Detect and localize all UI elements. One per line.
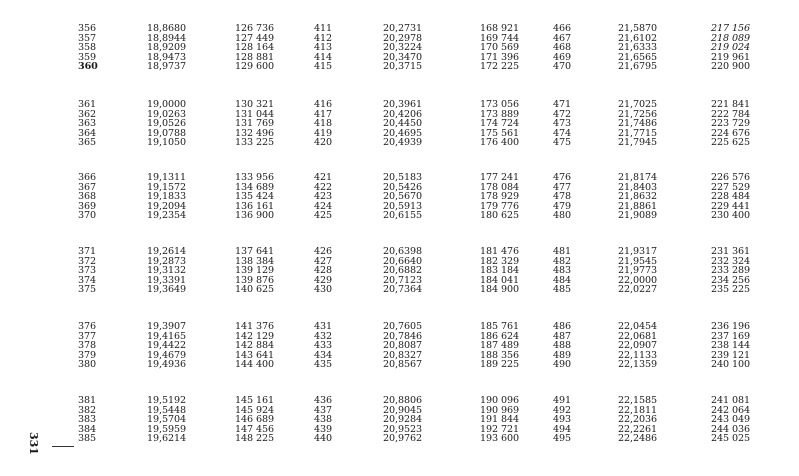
cell-n-squared: 188 356 [480,349,519,361]
cell-n-squared: 131 769 [235,118,274,130]
cell-n: 369 [78,200,97,212]
cell-n-squared: 174 724 [480,118,519,130]
cell-n: 486 [553,321,572,332]
cell-n: 357 [78,32,97,44]
cell-n: 495 [553,433,572,445]
cell-n-squared: 138 384 [235,255,274,267]
cell-n: 437 [314,404,333,416]
cell-sqrt-n: 19,1050 [147,137,186,149]
cell-n: 481 [553,246,572,257]
cell-n: 381 [78,395,97,406]
cell-sqrt-n: 20,3715 [383,61,422,73]
cell-sqrt-n: 20,8087 [383,340,422,352]
cell-n-squared: 137 641 [235,246,274,257]
cell-n-squared: 191 844 [480,414,519,426]
cell-sqrt-n: 20,5670 [383,191,422,203]
table-row [0,138,799,148]
cell-n: 362 [78,108,97,120]
cell-n: 471 [553,99,572,110]
cell-sqrt-n: 22,0454 [618,321,657,332]
cell-n-squared: 184 900 [480,284,519,296]
cell-sqrt-n: 21,6102 [618,32,657,44]
cell-sqrt-n: 20,7605 [383,321,422,332]
cell-sqrt-n: 21,7486 [618,118,657,130]
cell-n-squared: 145 924 [235,404,274,416]
cell-n: 359 [78,51,97,63]
cell-n-squared: 244 036 [711,423,750,435]
cell-n: 477 [553,181,572,193]
cell-n-squared: 237 169 [711,330,750,342]
cell-n-squared: 227 529 [711,181,750,193]
cell-n-squared: 139 129 [235,265,274,277]
cell-n-squared: 190 969 [480,404,519,416]
cell-n: 426 [314,246,333,257]
cell-sqrt-n: 20,8806 [383,395,422,406]
cell-n-squared: 229 441 [711,200,750,212]
cell-sqrt-n: 20,3224 [383,42,422,54]
cell-n-squared: 139 876 [235,274,274,286]
cell-n: 475 [553,137,572,149]
cell-n-squared: 145 161 [235,395,274,406]
cell-n: 416 [314,99,333,110]
cell-sqrt-n: 20,3961 [383,99,422,110]
cell-n: 431 [314,321,333,332]
cell-sqrt-n: 18,8680 [147,23,186,34]
cell-n-squared: 222 784 [711,108,750,120]
cell-n-squared: 176 400 [480,137,519,149]
cell-n-squared: 134 689 [235,181,274,193]
cell-n: 479 [553,200,572,212]
cell-n: 467 [553,32,572,44]
table-block [0,100,799,148]
cell-sqrt-n: 18,9737 [147,61,186,73]
table-block [0,247,799,295]
cell-sqrt-n: 19,4422 [147,340,186,352]
cell-sqrt-n: 22,2036 [618,414,657,426]
cell-sqrt-n: 19,2354 [147,210,186,222]
cell-sqrt-n: 19,3649 [147,284,186,296]
cell-n-squared: 173 889 [480,108,519,120]
cell-n: 430 [314,284,333,296]
cell-n: 494 [553,423,572,435]
cell-sqrt-n: 20,6640 [383,255,422,267]
cell-sqrt-n: 18,9209 [147,42,186,54]
cell-n-squared: 218 089 [711,32,750,44]
cell-n-squared: 230 400 [711,210,750,222]
cell-n-squared: 183 184 [480,265,519,277]
cell-sqrt-n: 19,2614 [147,246,186,257]
cell-sqrt-n: 19,4679 [147,349,186,361]
cell-sqrt-n: 22,0227 [618,284,657,296]
cell-n-squared: 179 776 [480,200,519,212]
cell-n-squared: 173 056 [480,99,519,110]
cell-sqrt-n: 18,8944 [147,32,186,44]
table-row [0,62,799,72]
cell-n-squared: 169 744 [480,32,519,44]
cell-n-squared: 143 641 [235,349,274,361]
cell-n-squared: 186 624 [480,330,519,342]
cell-n: 363 [78,118,97,130]
cell-n: 378 [78,340,97,352]
cell-n-squared: 226 576 [711,172,750,183]
cell-n: 383 [78,414,97,426]
cell-sqrt-n: 20,6155 [383,210,422,222]
cell-n-squared: 185 761 [480,321,519,332]
cell-n: 480 [553,210,572,222]
cell-n-squared: 217 156 [711,23,750,34]
cell-n: 370 [78,210,97,222]
cell-n: 438 [314,414,333,426]
cell-sqrt-n: 21,7945 [618,137,657,149]
cell-n-squared: 128 164 [235,42,274,54]
cell-n-squared: 141 376 [235,321,274,332]
cell-n: 384 [78,423,97,435]
cell-n: 367 [78,181,97,193]
cell-n-squared: 245 025 [711,433,750,445]
cell-n: 435 [314,359,333,371]
cell-sqrt-n: 19,4936 [147,359,186,371]
cell-n: 482 [553,255,572,267]
page-number: 331 [27,432,40,455]
cell-sqrt-n: 22,0681 [618,330,657,342]
cell-n: 425 [314,210,333,222]
table-row [0,360,799,370]
cell-n-squared: 193 600 [480,433,519,445]
cell-n-squared: 132 496 [235,127,274,139]
cell-n: 488 [553,340,572,352]
cell-n-squared: 240 100 [711,359,750,371]
cell-n: 439 [314,423,333,435]
cell-n-squared: 228 484 [711,191,750,203]
cell-sqrt-n: 22,0000 [618,274,657,286]
cell-sqrt-n: 19,1311 [147,172,186,183]
cell-n: 466 [553,23,572,34]
cell-n-squared: 225 625 [711,137,750,149]
cell-n: 484 [553,274,572,286]
cell-n: 382 [78,404,97,416]
cell-n: 356 [78,23,97,34]
cell-n: 374 [78,274,97,286]
cell-sqrt-n: 20,4695 [383,127,422,139]
cell-sqrt-n: 19,1833 [147,191,186,203]
cell-n-squared: 220 900 [711,61,750,73]
cell-sqrt-n: 20,4450 [383,118,422,130]
cell-sqrt-n: 20,4939 [383,137,422,149]
cell-n-squared: 181 476 [480,246,519,257]
cell-n-squared: 126 736 [235,23,274,34]
cell-n: 422 [314,181,333,193]
cell-n: 432 [314,330,333,342]
cell-n: 385 [78,433,97,445]
cell-sqrt-n: 20,7364 [383,284,422,296]
cell-n: 360 [78,61,98,73]
cell-sqrt-n: 19,1572 [147,181,186,193]
cell-n: 376 [78,321,97,332]
cell-n: 428 [314,265,333,277]
cell-n: 380 [78,359,97,371]
cell-n: 469 [553,51,572,63]
cell-sqrt-n: 20,9045 [383,404,422,416]
cell-n: 375 [78,284,97,296]
cell-n-squared: 129 600 [235,61,274,73]
cell-n: 371 [78,246,97,257]
cell-n-squared: 234 256 [711,274,750,286]
cell-n-squared: 136 161 [235,200,274,212]
cell-n-squared: 178 084 [480,181,519,193]
cell-n: 415 [314,61,333,73]
cell-n: 490 [553,359,572,371]
cell-n: 419 [314,127,333,139]
cell-sqrt-n: 19,0263 [147,108,186,120]
cell-sqrt-n: 22,2486 [618,433,657,445]
cell-n-squared: 177 241 [480,172,519,183]
cell-sqrt-n: 20,2978 [383,32,422,44]
cell-n: 412 [314,32,333,44]
cell-n: 489 [553,349,572,361]
cell-n: 436 [314,395,333,406]
cell-sqrt-n: 19,5448 [147,404,186,416]
cell-n: 493 [553,414,572,426]
cell-n-squared: 178 929 [480,191,519,203]
cell-n-squared: 144 400 [235,359,274,371]
cell-sqrt-n: 21,7256 [618,108,657,120]
cell-sqrt-n: 21,6565 [618,51,657,63]
cell-sqrt-n: 20,6882 [383,265,422,277]
cell-n-squared: 184 041 [480,274,519,286]
table-block [0,396,799,444]
cell-n-squared: 130 321 [235,99,274,110]
cell-sqrt-n: 22,0907 [618,340,657,352]
cell-n-squared: 133 225 [235,137,274,149]
cell-n-squared: 189 225 [480,359,519,371]
cell-n-squared: 223 729 [711,118,750,130]
cell-sqrt-n: 19,0788 [147,127,186,139]
cell-sqrt-n: 20,7123 [383,274,422,286]
cell-n-squared: 180 625 [480,210,519,222]
cell-sqrt-n: 21,8174 [618,172,657,183]
cell-n: 473 [553,118,572,130]
cell-n-squared: 142 129 [235,330,274,342]
cell-n-squared: 142 884 [235,340,274,352]
cell-sqrt-n: 19,0526 [147,118,186,130]
cell-n: 361 [78,99,97,110]
cell-n-squared: 170 569 [480,42,519,54]
cell-sqrt-n: 20,8567 [383,359,422,371]
cell-n-squared: 232 324 [711,255,750,267]
cell-n: 420 [314,137,333,149]
cell-n-squared: 171 396 [480,51,519,63]
cell-n: 474 [553,127,572,139]
cell-sqrt-n: 19,5959 [147,423,186,435]
cell-sqrt-n: 22,1359 [618,359,657,371]
cell-sqrt-n: 21,7715 [618,127,657,139]
cell-n: 491 [553,395,572,406]
cell-n-squared: 243 049 [711,414,750,426]
cell-n: 365 [78,137,97,149]
cell-n-squared: 133 956 [235,172,274,183]
cell-sqrt-n: 21,5870 [618,23,657,34]
cell-n-squared: 127 449 [235,32,274,44]
cell-sqrt-n: 21,8632 [618,191,657,203]
cell-sqrt-n: 22,1811 [618,404,657,416]
cell-sqrt-n: 20,5426 [383,181,422,193]
table-block [0,173,799,221]
cell-n: 414 [314,51,333,63]
cell-n-squared: 235 225 [711,284,750,296]
cell-n: 417 [314,108,333,120]
cell-sqrt-n: 21,7025 [618,99,657,110]
cell-sqrt-n: 20,9762 [383,433,422,445]
cell-n: 421 [314,172,333,183]
cell-n-squared: 233 289 [711,265,750,277]
cell-n: 434 [314,349,333,361]
cell-sqrt-n: 18,9473 [147,51,186,63]
cell-sqrt-n: 21,6333 [618,42,657,54]
cell-n-squared: 239 121 [711,349,750,361]
cell-n: 427 [314,255,333,267]
cell-sqrt-n: 20,8327 [383,349,422,361]
cell-n-squared: 219 024 [711,42,750,54]
cell-n-squared: 128 881 [235,51,274,63]
cell-sqrt-n: 19,2873 [147,255,186,267]
cell-n-squared: 168 921 [480,23,519,34]
cell-n: 476 [553,172,572,183]
cell-n: 433 [314,340,333,352]
cell-n-squared: 135 424 [235,191,274,203]
cell-n-squared: 172 225 [480,61,519,73]
cell-n: 368 [78,191,97,203]
cell-n: 358 [78,42,97,54]
cell-n-squared: 219 961 [711,51,750,63]
cell-n: 377 [78,330,97,342]
cell-n-squared: 192 721 [480,423,519,435]
cell-sqrt-n: 19,5192 [147,395,186,406]
cell-sqrt-n: 20,9523 [383,423,422,435]
cell-sqrt-n: 22,1133 [618,349,657,361]
cell-n-squared: 182 329 [480,255,519,267]
table-block [0,322,799,370]
cell-n-squared: 242 064 [711,404,750,416]
cell-n-squared: 146 689 [235,414,274,426]
cell-n: 411 [314,23,333,34]
cell-n-squared: 140 625 [235,284,274,296]
cell-n-squared: 236 196 [711,321,750,332]
cell-n: 379 [78,349,97,361]
cell-n: 418 [314,118,333,130]
cell-n: 413 [314,42,333,54]
cell-n: 440 [314,433,333,445]
cell-n: 372 [78,255,97,267]
cell-n: 483 [553,265,572,277]
cell-sqrt-n: 20,5183 [383,172,422,183]
cell-sqrt-n: 21,6795 [618,61,657,73]
cell-n: 468 [553,42,572,54]
cell-n-squared: 221 841 [711,99,750,110]
cell-n-squared: 238 144 [711,340,750,352]
cell-sqrt-n: 20,6398 [383,246,422,257]
cell-n-squared: 224 676 [711,127,750,139]
cell-n: 487 [553,330,572,342]
cell-n-squared: 187 489 [480,340,519,352]
cell-n: 478 [553,191,572,203]
cell-sqrt-n: 19,2094 [147,200,186,212]
cell-n: 424 [314,200,333,212]
table-row [0,211,799,221]
cell-sqrt-n: 20,9284 [383,414,422,426]
cell-n: 364 [78,127,97,139]
page-number-dash [52,446,74,447]
cell-n: 423 [314,191,333,203]
cell-n-squared: 190 096 [480,395,519,406]
cell-sqrt-n: 19,6214 [147,433,186,445]
cell-sqrt-n: 21,8861 [618,200,657,212]
cell-sqrt-n: 19,3391 [147,274,186,286]
cell-n: 429 [314,274,333,286]
cell-sqrt-n: 19,5704 [147,414,186,426]
cell-sqrt-n: 21,9773 [618,265,657,277]
cell-n-squared: 147 456 [235,423,274,435]
cell-n-squared: 136 900 [235,210,274,222]
cell-sqrt-n: 20,4206 [383,108,422,120]
cell-n-squared: 148 225 [235,433,274,445]
cell-sqrt-n: 22,1585 [618,395,657,406]
cell-sqrt-n: 21,8403 [618,181,657,193]
cell-n-squared: 175 561 [480,127,519,139]
cell-n-squared: 241 081 [711,395,750,406]
cell-sqrt-n: 20,7846 [383,330,422,342]
cell-n: 485 [553,284,572,296]
cell-n: 373 [78,265,97,277]
table-row [0,285,799,295]
cell-sqrt-n: 19,4165 [147,330,186,342]
cell-sqrt-n: 20,2731 [383,23,422,34]
cell-n-squared: 131 044 [235,108,274,120]
cell-sqrt-n: 20,5913 [383,200,422,212]
table-row [0,434,799,444]
cell-n: 472 [553,108,572,120]
cell-sqrt-n: 22,2261 [618,423,657,435]
cell-sqrt-n: 19,0000 [147,99,186,110]
cell-n: 470 [553,61,572,73]
cell-sqrt-n: 21,9545 [618,255,657,267]
cell-sqrt-n: 21,9089 [618,210,657,222]
cell-sqrt-n: 20,3470 [383,51,422,63]
cell-sqrt-n: 19,3132 [147,265,186,277]
cell-n: 366 [78,172,97,183]
cell-n: 492 [553,404,572,416]
table-block [0,24,799,72]
cell-n-squared: 231 361 [711,246,750,257]
cell-sqrt-n: 19,3907 [147,321,186,332]
cell-sqrt-n: 21,9317 [618,246,657,257]
